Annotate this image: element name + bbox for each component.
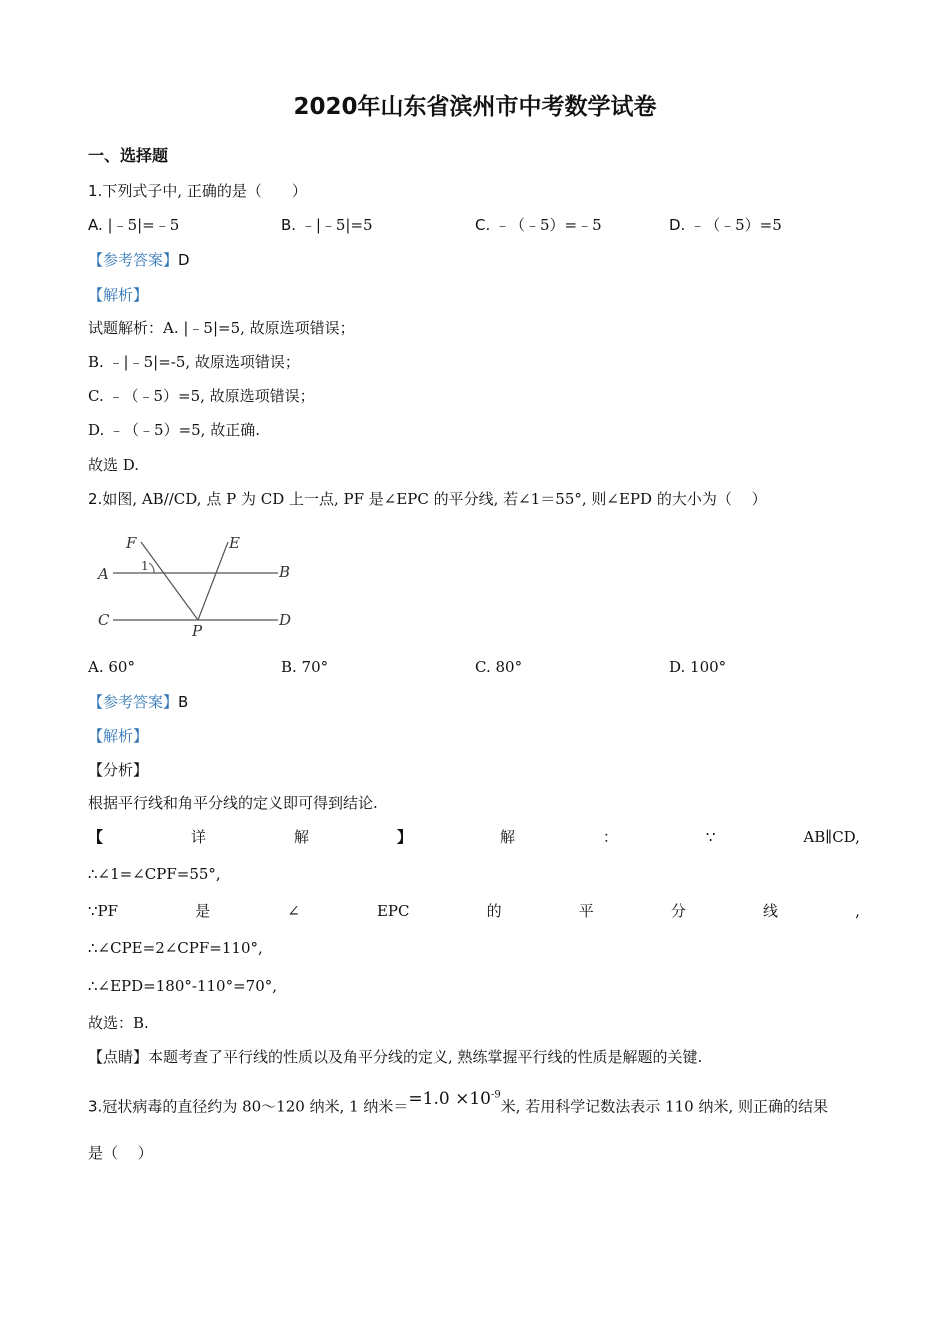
q1-option-b [281, 215, 373, 235]
q1-analysis-line: C. ﹣（﹣5）=5, 故原选项错误； [88, 387, 315, 405]
option-text: ﹣（﹣5）=5 [685, 216, 782, 234]
sci-notation-formula [408, 1089, 500, 1109]
question-text: 如图, AB//CD, 点 P 为 CD 上一点, PF 是∠EPC 的平分线, 若∠1＝55°, 则∠EPD 的大小为（ ） [102, 490, 767, 508]
detail-token: 解 [499, 828, 515, 846]
q2-fenxi-text: 根据平行线和角平分线的定义即可得到结论. [88, 794, 378, 812]
q1-option-d [669, 215, 782, 235]
detail-token: ∵ [705, 828, 716, 846]
question-number: 3. [88, 1097, 103, 1116]
since-token: , [855, 902, 860, 920]
answer-label: 【参考答案】 [88, 693, 179, 711]
since-token: ∵PF [88, 902, 119, 920]
since-token: 平 [578, 902, 594, 920]
answer-value: D [178, 251, 190, 269]
question-number: 1. [88, 182, 103, 200]
line-pf [141, 542, 198, 620]
q2-since-line [88, 901, 860, 921]
angle-arc [149, 563, 154, 573]
option-text: ﹣|﹣5|=5 [296, 216, 373, 234]
question-text: 下列式子中, 正确的是（ ） [102, 182, 307, 200]
label-d: D [279, 611, 292, 629]
q2-solution-line: ∴∠CPE=2∠CPF=110°, [88, 939, 263, 957]
q2-solution-line: ∴∠1=∠CPF=55°, [88, 865, 221, 883]
line-pe [198, 542, 228, 620]
label-e: E [229, 534, 240, 552]
question-text: 冠状病毒的直径约为 80～120 纳米, 1 纳米＝ [102, 1097, 409, 1116]
formula-base: =1.0 ×10 [408, 1088, 491, 1109]
q1-option-c [475, 215, 602, 235]
question-text: 米, 若用科学记数法表示 110 纳米, 则正确的结果 [500, 1097, 828, 1116]
q2-analysis-label: 【解析】 [88, 727, 149, 745]
q2-option-a: A. 60° [88, 658, 135, 676]
since-token: 线 [762, 902, 778, 920]
label-f: F [126, 534, 137, 552]
question-2-stem [88, 489, 767, 509]
q1-answer [88, 250, 190, 270]
q1-analysis-label: 【解析】 [88, 286, 149, 304]
label-c: C [98, 611, 110, 629]
q2-answer [88, 692, 188, 712]
geometry-figure [88, 528, 308, 643]
detail-token: 解 [293, 828, 309, 846]
q2-solution-line: 故选：B. [88, 1014, 149, 1032]
answer-value: B [178, 693, 189, 711]
q1-analysis-line: 试题解析：A. |﹣5|=5, 故原选项错误； [88, 319, 355, 337]
option-label: B. [281, 216, 297, 234]
question-3-stem [88, 1088, 828, 1117]
q1-analysis-line: B. ﹣|﹣5|=-5, 故原选项错误； [88, 353, 300, 371]
option-text: |﹣5|=﹣5 [102, 216, 180, 234]
since-token: EPC [376, 902, 410, 920]
since-token: 分 [670, 902, 686, 920]
detail-token: 【 [88, 828, 104, 846]
dianjing-label: 【点睛】 [88, 1048, 149, 1066]
answer-label: 【参考答案】 [88, 251, 179, 269]
section-heading: 一、选择题 [88, 146, 169, 165]
question-1-stem [88, 181, 307, 201]
detail-token: 详 [190, 828, 206, 846]
q2-fenxi-label: 【分析】 [88, 761, 149, 779]
q2-dianjing [88, 1047, 702, 1067]
label-b: B [279, 563, 291, 581]
q2-option-c: C. 80° [475, 658, 523, 676]
question-3-stem-cont: 是（ ） [88, 1144, 153, 1162]
option-label: C. [475, 216, 491, 234]
label-a: A [98, 565, 109, 583]
label-p: P [192, 622, 203, 640]
since-token: 是 [195, 902, 211, 920]
option-label: A. [88, 216, 103, 234]
label-angle-1: 1 [141, 559, 149, 573]
q2-option-d: D. 100° [669, 658, 727, 676]
q2-detail-line [88, 827, 860, 847]
detail-token: AB∥CD, [803, 828, 860, 846]
since-token: 的 [486, 902, 502, 920]
q2-option-b: B. 70° [281, 658, 329, 676]
q1-analysis-line: 故选 D. [88, 456, 140, 474]
option-label: D. [669, 216, 686, 234]
since-token: ∠ [287, 902, 300, 920]
option-text: ﹣（﹣5）=﹣5 [490, 216, 602, 234]
detail-token: ： [602, 828, 618, 846]
q1-analysis-line: D. ﹣（﹣5）=5, 故正确. [88, 421, 260, 439]
dianjing-text: 本题考查了平行线的性质以及角平分线的定义, 熟练掌握平行线的性质是解题的关键. [148, 1048, 703, 1066]
formula-exponent: -9 [490, 1089, 501, 1100]
q2-solution-line: ∴∠EPD=180°-110°=70°, [88, 977, 278, 995]
detail-token: 】 [396, 828, 412, 846]
q1-option-a [88, 215, 179, 235]
question-number: 2. [88, 490, 103, 508]
page-title: 2020年山东省滨州市中考数学试卷 [293, 94, 657, 120]
